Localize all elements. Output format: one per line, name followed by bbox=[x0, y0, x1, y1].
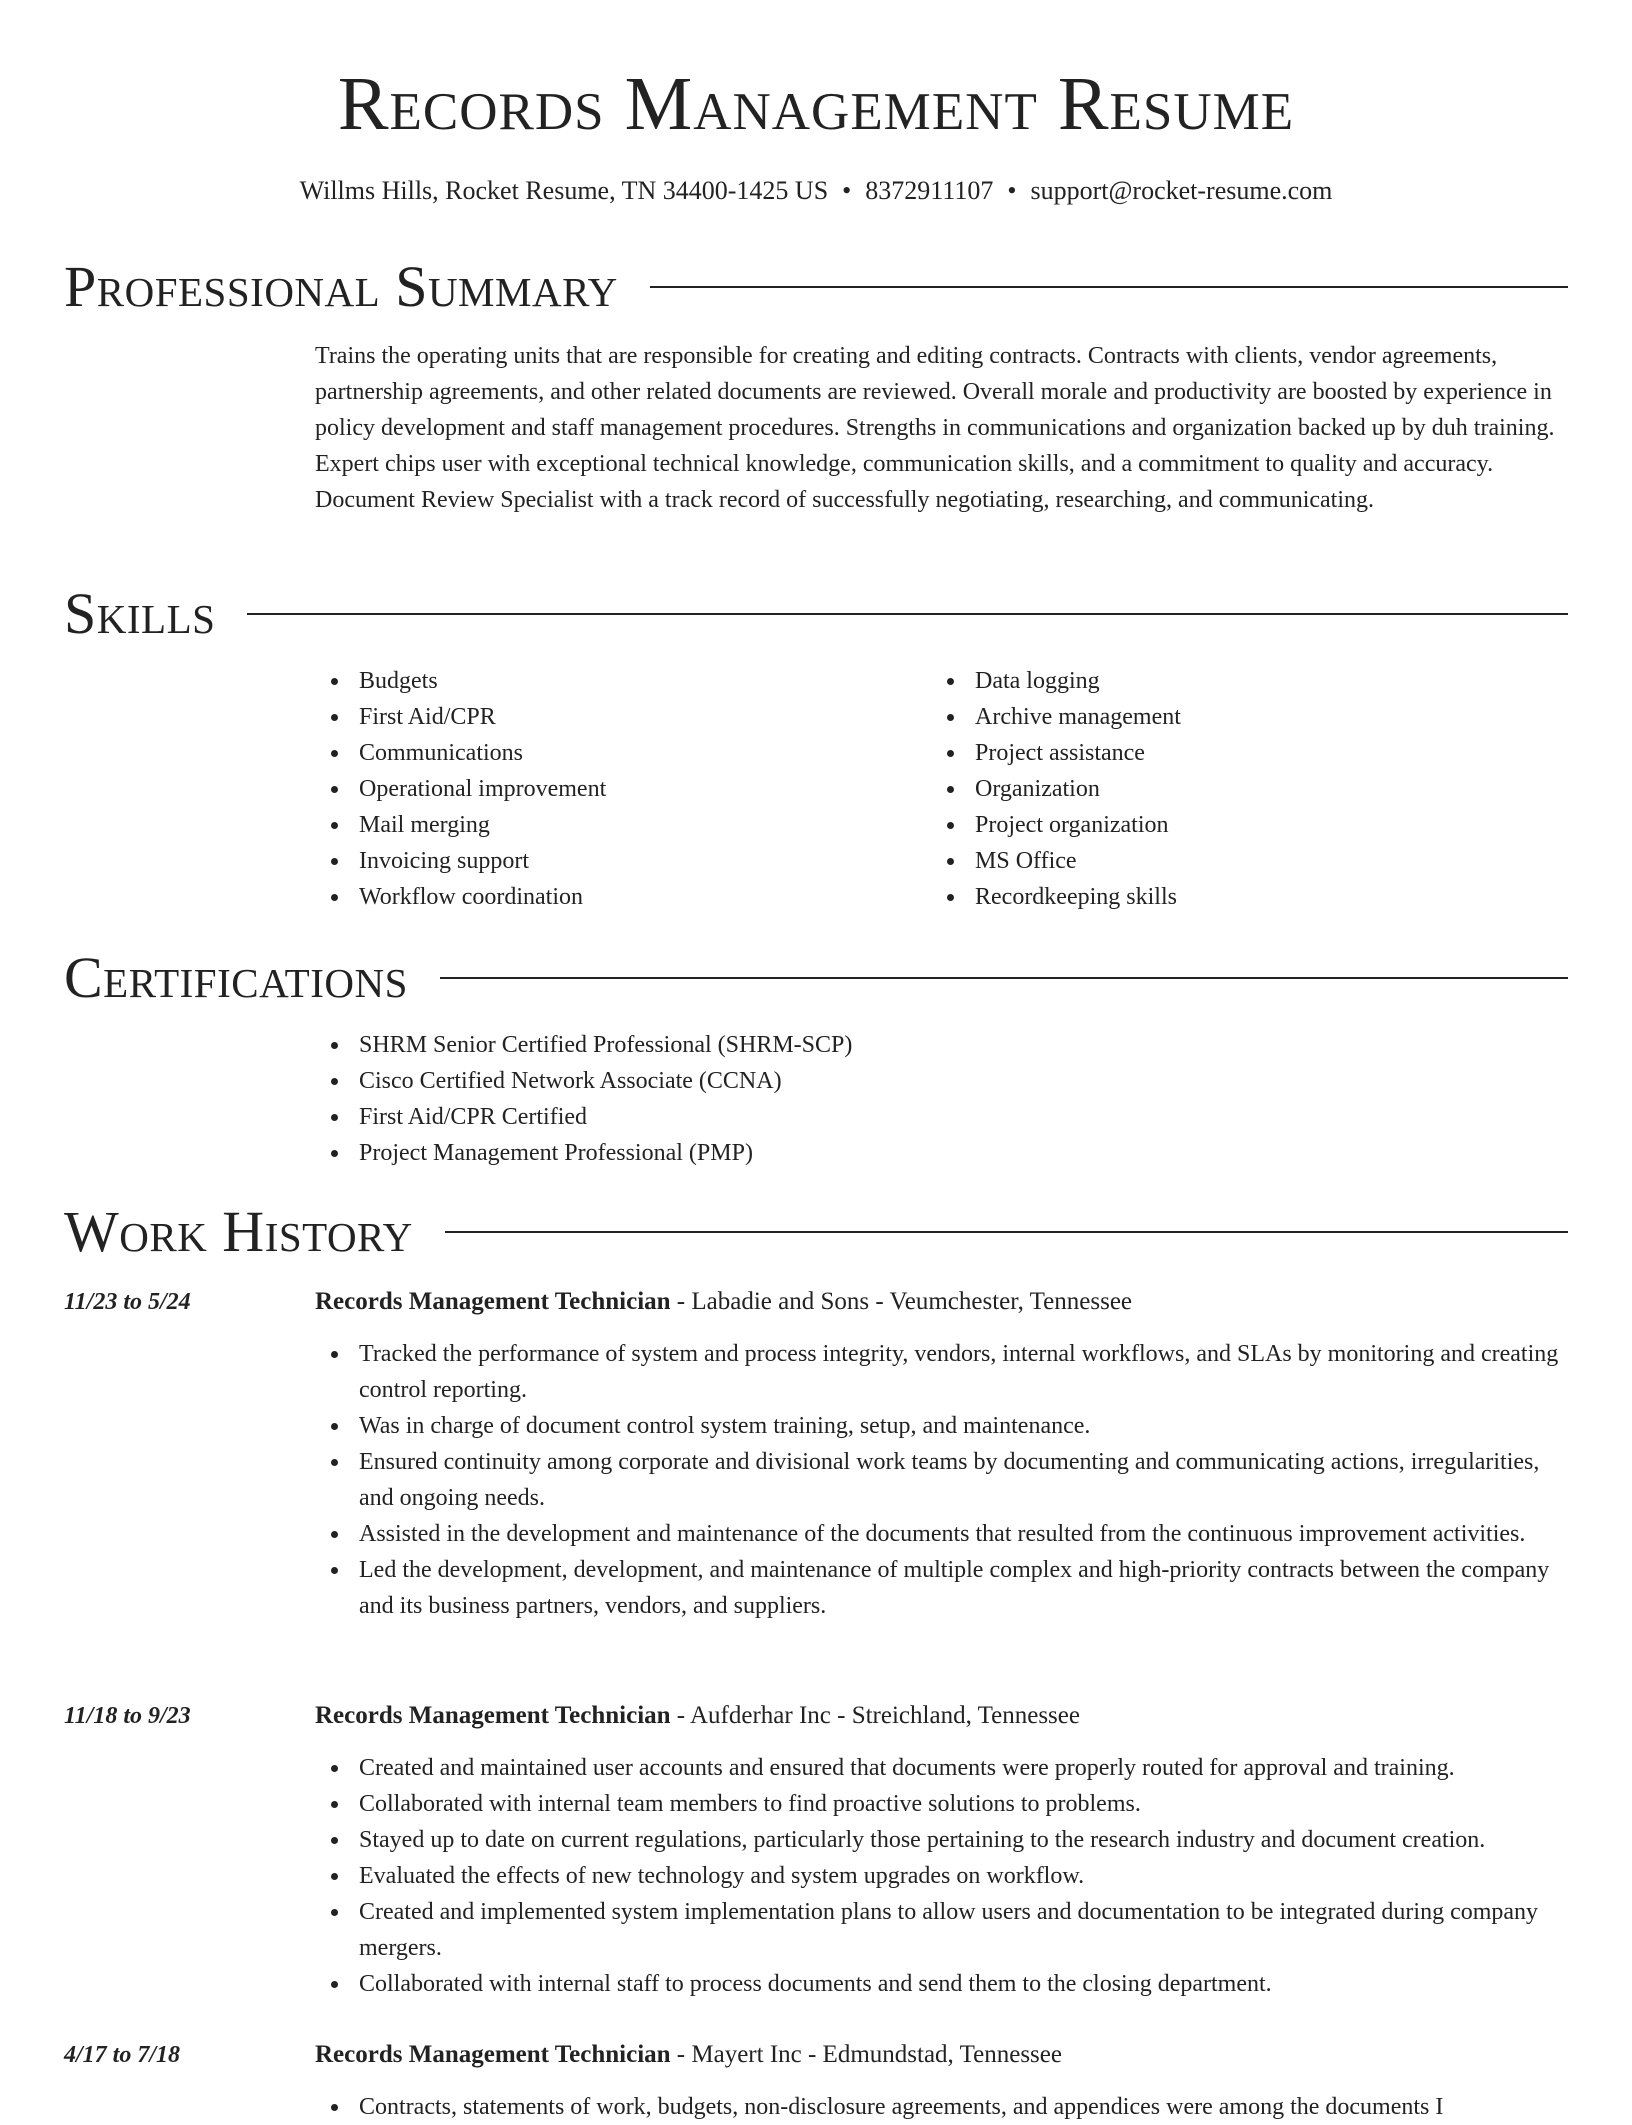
contact-separator: • bbox=[842, 176, 852, 205]
section-header-summary bbox=[64, 252, 1568, 322]
section-divider bbox=[247, 613, 1568, 615]
job-bullet: Created and implemented system implementation plans to allow users and documentation to be integrated during company mergers. bbox=[315, 1894, 1568, 1966]
job-title: Records Management Technician bbox=[315, 2041, 671, 2068]
job-bullets bbox=[315, 1336, 1568, 1624]
section-header-work-history bbox=[64, 1197, 1568, 1267]
contact-address: Willms Hills, Rocket Resume, TN 34400-1425 US bbox=[299, 176, 829, 205]
job-heading bbox=[315, 1698, 1080, 1734]
section-title-work-history: Work History bbox=[64, 1199, 413, 1264]
job-heading bbox=[315, 2037, 1062, 2073]
skill-item: Budgets bbox=[315, 663, 915, 699]
job-bullets bbox=[315, 1750, 1568, 2002]
summary-text: Trains the operating units that are responsible for creating and editing contracts. Contracts with clients, vendor agreements, partnership agreements, and other related documents are reviewed. Overall morale and productivity are boosted by experience in policy development and staff management procedures. Strengths in communications and organization backed up by duh training. Expert chips user with exceptional technical knowledge, communication skills, and a commitment to quality and accuracy. Document Review Specialist with a track record of successfully negotiating, researching, and communicating. bbox=[315, 343, 1555, 513]
job-bullet: Collaborated with internal team members to find proactive solutions to problems. bbox=[315, 1786, 1568, 1822]
job-bullet: Led the development, development, and maintenance of multiple complex and high-priority contracts between the company and its business partners, vendors, and suppliers. bbox=[315, 1552, 1568, 1624]
job-bullet: Assisted in the development and maintenance of the documents that resulted from the continuous improvement activities. bbox=[315, 1516, 1568, 1552]
skill-item: Workflow coordination bbox=[315, 879, 915, 915]
skill-item: Mail merging bbox=[315, 807, 915, 843]
job-company: - Aufderhar Inc - Streichland, Tennessee bbox=[670, 1702, 1080, 1729]
job-bullet: Evaluated the effects of new technology and system upgrades on workflow. bbox=[315, 1858, 1568, 1894]
skills-list-left bbox=[315, 663, 915, 915]
section-header-certifications bbox=[64, 943, 1568, 1013]
contact-phone: 8372911107 bbox=[865, 176, 994, 205]
skill-item: Data logging bbox=[931, 663, 1531, 699]
certification-item: First Aid/CPR Certified bbox=[315, 1099, 1315, 1135]
skills-list-right bbox=[931, 663, 1531, 915]
section-header-skills bbox=[64, 579, 1568, 649]
contact-email: support@rocket-resume.com bbox=[1030, 176, 1333, 205]
skill-item: Operational improvement bbox=[315, 771, 915, 807]
job-bullet: Created and maintained user accounts and ensured that documents were properly routed for approval and training. bbox=[315, 1750, 1568, 1786]
job-title: Records Management Technician bbox=[315, 1702, 671, 1729]
skill-item: Organization bbox=[931, 771, 1531, 807]
certification-item: SHRM Senior Certified Professional (SHRM-SCP) bbox=[315, 1027, 1315, 1063]
job-bullets bbox=[315, 2089, 1568, 2125]
skill-item: MS Office bbox=[931, 843, 1531, 879]
job-company: - Mayert Inc - Edmundstad, Tennessee bbox=[670, 2041, 1062, 2068]
section-title-skills: Skills bbox=[64, 581, 216, 646]
section-divider bbox=[445, 1231, 1568, 1233]
job-company: - Labadie and Sons - Veumchester, Tennessee bbox=[670, 1288, 1133, 1315]
section-title-certifications: Certifications bbox=[64, 945, 408, 1010]
certification-item: Project Management Professional (PMP) bbox=[315, 1135, 1315, 1171]
job-dates: 11/23 to 5/24 bbox=[64, 1289, 191, 1315]
job-bullet: Tracked the performance of system and process integrity, vendors, internal workflows, and SLAs by monitoring and creating control reporting. bbox=[315, 1336, 1568, 1408]
section-divider bbox=[650, 286, 1568, 288]
skill-item: Invoicing support bbox=[315, 843, 915, 879]
certifications-list bbox=[315, 1027, 1315, 1171]
job-dates: 11/18 to 9/23 bbox=[64, 1703, 191, 1729]
skill-item: Archive management bbox=[931, 699, 1531, 735]
certification-item: Cisco Certified Network Associate (CCNA) bbox=[315, 1063, 1315, 1099]
section-title-summary: Professional Summary bbox=[64, 254, 618, 319]
job-heading bbox=[315, 1284, 1132, 1320]
section-divider bbox=[440, 977, 1568, 979]
skill-item: Communications bbox=[315, 735, 915, 771]
job-title: Records Management Technician bbox=[315, 1288, 671, 1315]
resume-title: Records Management Resume bbox=[337, 62, 1295, 146]
contact-separator: • bbox=[1007, 176, 1017, 205]
job-bullet: Ensured continuity among corporate and divisional work teams by documenting and communicating actions, irregularities, and ongoing needs. bbox=[315, 1444, 1568, 1516]
job-bullet: Collaborated with internal staff to process documents and send them to the closing department. bbox=[315, 1966, 1568, 2002]
job-bullet: Stayed up to date on current regulations, particularly those pertaining to the research industry and document creation. bbox=[315, 1822, 1568, 1858]
job-bullet: Was in charge of document control system training, setup, and maintenance. bbox=[315, 1408, 1568, 1444]
contact-line bbox=[0, 174, 1632, 208]
skill-item: Project organization bbox=[931, 807, 1531, 843]
skill-item: Recordkeeping skills bbox=[931, 879, 1531, 915]
skill-item: First Aid/CPR bbox=[315, 699, 915, 735]
job-dates: 4/17 to 7/18 bbox=[64, 2042, 181, 2068]
job-bullet: Contracts, statements of work, budgets, non-disclosure agreements, and appendices were among the documents I bbox=[315, 2089, 1568, 2125]
skill-item: Project assistance bbox=[931, 735, 1531, 771]
